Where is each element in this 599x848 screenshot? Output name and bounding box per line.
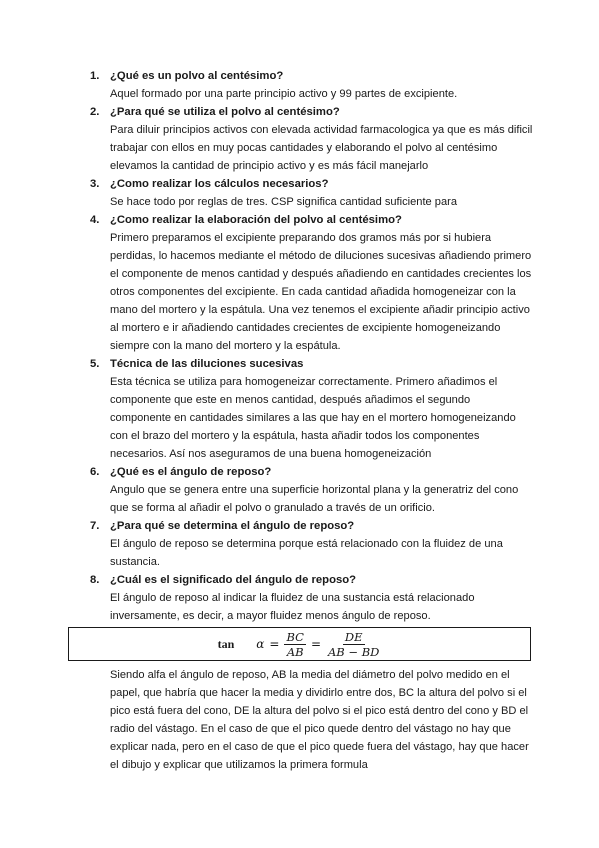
question-heading: ¿Qué es el ángulo de reposo? <box>110 466 272 478</box>
document-content <box>0 67 599 774</box>
qa-item-4 <box>0 211 599 355</box>
fraction-de-ab-bd <box>326 630 381 659</box>
answer-text: El ángulo de reposo se determina porque está relacionado con la fluidez de una sustancia. <box>110 538 503 568</box>
fraction-bc-ab <box>284 630 305 659</box>
question-heading: ¿Qué es un polvo al centésimo? <box>110 70 284 82</box>
item-number: 6. <box>90 466 100 478</box>
question-list <box>0 67 599 625</box>
answer-text: Para diluir principios activos con elevada actividad farmacologica ya que es más dificil trabajar con ellos en muy pocas cantidades y elaborando el polvo al centésimo elevamos la cantidad de principio activo y es más fácil manejarlo <box>110 124 533 172</box>
item-number: 8. <box>90 574 100 586</box>
formula-variable: α <box>256 637 265 651</box>
qa-item-5 <box>0 355 599 463</box>
fraction-denominator: AB − BD <box>328 644 380 659</box>
question-heading: ¿Cuál es el significado del ángulo de reposo? <box>110 574 357 586</box>
item-number: 5. <box>90 358 100 370</box>
qa-item-3 <box>0 175 599 211</box>
question-heading: ¿Como realizar la elaboración del polvo al centésimo? <box>110 214 402 226</box>
formula-equals: = <box>310 637 321 651</box>
question-heading: ¿Para qué se utiliza el polvo al centésimo? <box>110 106 340 118</box>
formula-function: tan <box>217 636 235 651</box>
item-number: 1. <box>90 70 100 82</box>
answer-text: Esta técnica se utiliza para homogeneizar correctamente. Primero añadimos el componente que este en menos cantidad, después añadimos el segundo componente en cantidades similares a las que hay en el mortero homogeneizando con el brazo del mortero y la espátula, hasta añadir todos los componentes necesarios. Así nos aseguramos de una buena homogeneización <box>110 376 516 460</box>
answer-text: Primero preparamos el excipiente preparando dos gramos más por si hubiera perdidas, lo hacemos mediante el método de diluciones sucesivas añadiendo primero el componente de menos cantidad y después añadiendo en cantidades crecientes los otros componentes del excipiente. En cada cantidad añadida homogeneizar con la mano del mortero y la espátula. Una vez tenemos el excipiente añadir principio activo al mortero e ir añadiendo cantidades crecientes de excipiente homogeneizando siempre con la mano del mortero y la espátula. <box>110 232 532 352</box>
explanation-paragraph: Siendo alfa el ángulo de reposo, AB la media del diámetro del polvo medido en el papel, que habría que hacer la media y dividirlo entre dos, BC la altura del polvo si el pico está fuera del cono, DE la altura del polvo si el pico está dentro del cono y BD el radio del vástago. En el caso de que el pico quede dentro del vástago no hay que explicar nada, pero en el caso de que el pico quede fuera del vástago, hay que hacer el dibujo y explicar que utilizamos la primera formula <box>110 669 529 771</box>
answer-text: El ángulo de reposo al indicar la fluidez de una sustancia está relacionado inversamente, es decir, a mayor fluidez menos ángulo de reposo. <box>110 592 475 622</box>
fraction-denominator: AB <box>286 644 304 659</box>
formula-box <box>68 627 531 661</box>
item-number: 4. <box>90 214 100 226</box>
question-heading: Técnica de las diluciones sucesivas <box>110 358 304 370</box>
question-heading: ¿Como realizar los cálculos necesarios? <box>110 178 329 190</box>
fraction-numerator: DE <box>344 629 363 644</box>
qa-item-8 <box>0 571 599 625</box>
qa-item-6 <box>0 463 599 517</box>
answer-text: Angulo que se genera entre una superficie horizontal plana y la generatriz del cono que se forma al añadir el polvo o granulado a través de un orificio. <box>110 484 519 514</box>
question-heading: ¿Para qué se determina el ángulo de reposo? <box>110 520 355 532</box>
item-number: 7. <box>90 520 100 532</box>
qa-item-7 <box>0 517 599 571</box>
item-number: 2. <box>90 106 100 118</box>
fraction-numerator: BC <box>286 629 304 644</box>
formula-equals: = <box>269 637 280 651</box>
qa-item-1 <box>0 67 599 103</box>
answer-text: Aquel formado por una parte principio activo y 99 partes de excipiente. <box>110 88 458 100</box>
qa-item-2 <box>0 103 599 175</box>
item-number: 3. <box>90 178 100 190</box>
answer-text: Se hace todo por reglas de tres. CSP significa cantidad suficiente para <box>110 196 457 208</box>
